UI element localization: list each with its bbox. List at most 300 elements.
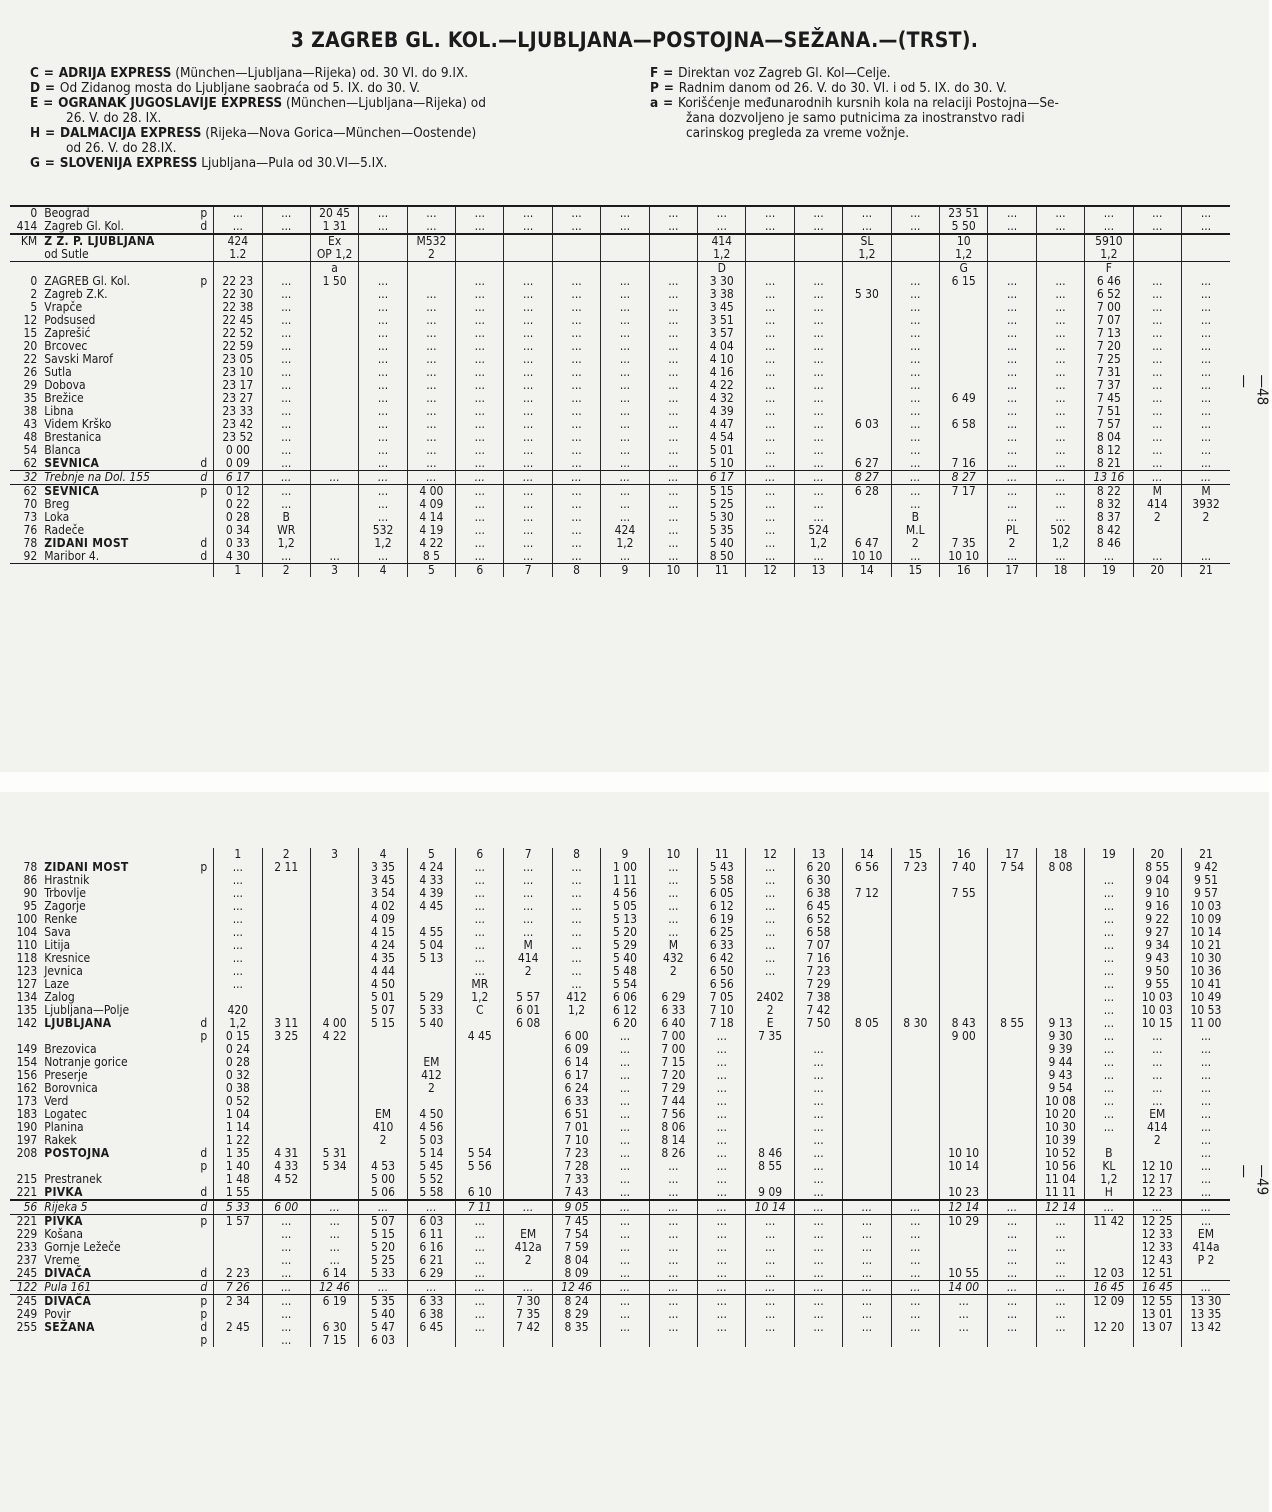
time-cell: ...	[988, 431, 1036, 444]
top-timetable	[10, 205, 1230, 577]
time-cell: ...	[504, 418, 552, 431]
time-cell: ...	[649, 913, 697, 926]
time-cell: 432	[649, 952, 697, 965]
time-cell	[940, 353, 988, 366]
time-cell: 0 24	[214, 1043, 262, 1056]
arrival-departure-mark	[191, 248, 213, 262]
time-cell: 6 33	[698, 939, 746, 952]
arrival-departure-mark: p	[200, 860, 208, 874]
time-cell: 6 46	[1085, 275, 1133, 288]
arrival-departure-mark	[191, 314, 213, 327]
time-cell	[601, 262, 649, 276]
time-cell: 6 12	[601, 1004, 649, 1017]
column-number: 4	[359, 848, 407, 861]
time-cell	[601, 234, 649, 248]
blank-cell	[191, 564, 213, 578]
time-cell: 10 08	[1036, 1095, 1084, 1108]
time-cell: 7 54	[552, 1228, 600, 1241]
time-cell: 4 24	[407, 861, 455, 874]
arrival-departure-mark: d	[191, 457, 213, 471]
arrival-departure-mark: d	[191, 550, 213, 564]
time-cell: ...	[407, 405, 455, 418]
arrival-departure-mark: d	[200, 1146, 208, 1160]
time-cell: ...	[504, 444, 552, 457]
km-cell: 32	[10, 471, 40, 485]
time-cell: ...	[456, 900, 504, 913]
timetable-row	[10, 471, 1230, 485]
time-cell: 9 54	[1036, 1082, 1084, 1095]
time-cell: ...	[1085, 1043, 1133, 1056]
column-number: 12	[746, 848, 794, 861]
time-cell	[843, 1108, 891, 1121]
station-name: LJUBLJANA	[44, 1016, 112, 1030]
time-cell	[262, 248, 310, 262]
time-cell: ...	[649, 887, 697, 900]
time-cell	[891, 1186, 939, 1200]
time-cell: 7 42	[794, 1004, 842, 1017]
time-cell: ...	[552, 405, 600, 418]
note-text: (München—Ljubljana—Rijeka) od	[282, 95, 486, 111]
arrival-departure-mark	[191, 913, 213, 926]
time-cell: ...	[843, 1321, 891, 1334]
time-cell	[552, 262, 600, 276]
time-cell: ...	[891, 471, 939, 485]
time-cell: ...	[891, 550, 939, 564]
time-cell: ...	[1036, 1281, 1084, 1295]
station-name: Kresnice	[44, 951, 91, 965]
arrival-departure-mark: d	[191, 1186, 213, 1200]
time-cell: ...	[1181, 1108, 1230, 1121]
time-cell: ...	[456, 353, 504, 366]
station-name: Dobova	[44, 378, 86, 392]
time-cell	[794, 1334, 842, 1347]
time-cell: ...	[794, 457, 842, 471]
km-cell: 78	[23, 860, 38, 874]
time-cell: ...	[1036, 485, 1084, 499]
time-cell: D	[698, 262, 746, 276]
time-cell: 11 04	[1036, 1173, 1084, 1186]
time-cell: 6 50	[698, 965, 746, 978]
time-cell	[214, 1241, 262, 1254]
time-cell: ...	[1036, 405, 1084, 418]
column-number: 21	[1181, 564, 1230, 578]
time-cell: ...	[262, 366, 310, 379]
time-cell	[310, 913, 358, 926]
time-cell	[891, 978, 939, 991]
time-cell: ...	[1133, 392, 1181, 405]
note-key: H =	[30, 125, 60, 141]
time-cell: 8 46	[1085, 537, 1133, 550]
time-cell: 1 48	[214, 1173, 262, 1186]
time-cell: ...	[504, 288, 552, 301]
time-cell: 4 32	[698, 392, 746, 405]
column-number: 19	[1085, 564, 1133, 578]
blank-cell	[40, 564, 191, 578]
time-cell: 420	[214, 1004, 262, 1017]
time-cell	[601, 248, 649, 262]
time-cell: 9 44	[1036, 1056, 1084, 1069]
time-cell: ...	[649, 314, 697, 327]
time-cell	[988, 926, 1036, 939]
time-cell: ...	[601, 1254, 649, 1267]
time-cell: B	[1085, 1147, 1133, 1160]
time-cell	[407, 1030, 455, 1043]
time-cell: 8 09	[552, 1267, 600, 1281]
time-cell: ...	[988, 550, 1036, 564]
time-cell	[310, 1082, 358, 1095]
time-cell: 9 09	[746, 1186, 794, 1200]
time-cell: 12 14	[1036, 1200, 1084, 1215]
time-cell: 4 33	[407, 874, 455, 887]
time-cell: 2402	[746, 991, 794, 1004]
time-cell: 11 00	[1181, 1017, 1230, 1030]
time-cell: ...	[456, 327, 504, 340]
column-number: 10	[649, 848, 697, 861]
time-cell: ...	[746, 301, 794, 314]
time-cell: 7 07	[794, 939, 842, 952]
note-line	[30, 126, 486, 141]
column-number: 8	[552, 848, 600, 861]
time-cell: ...	[1181, 366, 1230, 379]
time-cell: 8 24	[552, 1295, 600, 1309]
time-cell: ...	[1181, 457, 1230, 471]
time-cell: ...	[407, 288, 455, 301]
station-name: Renke	[44, 912, 78, 926]
time-cell: ...	[504, 1281, 552, 1295]
time-cell: 7 35	[940, 537, 988, 550]
time-cell: ...	[504, 874, 552, 887]
km-cell: 149	[16, 1042, 38, 1056]
time-cell: 12 10	[1133, 1160, 1181, 1173]
time-cell: 23 52	[214, 431, 262, 444]
time-cell	[262, 939, 310, 952]
column-number: 17	[988, 848, 1036, 861]
time-cell: ...	[1133, 379, 1181, 392]
time-cell: 6 49	[940, 392, 988, 405]
time-cell: ...	[1036, 275, 1084, 288]
time-cell: ...	[407, 457, 455, 471]
time-cell: ...	[504, 537, 552, 550]
time-cell: ...	[649, 206, 697, 220]
time-cell	[843, 262, 891, 276]
arrival-departure-mark	[191, 978, 213, 991]
time-cell: 12 03	[1085, 1267, 1133, 1281]
time-cell: 9 27	[1133, 926, 1181, 939]
time-cell: 7 23	[891, 861, 939, 874]
km-cell: 0	[10, 206, 40, 220]
time-cell: 8 46	[746, 1147, 794, 1160]
km-cell: 245	[16, 1294, 38, 1308]
time-cell	[940, 1334, 988, 1347]
time-cell: 0 00	[214, 444, 262, 457]
time-cell: 13 42	[1181, 1321, 1230, 1334]
time-cell: ...	[794, 1200, 842, 1215]
time-cell: ...	[698, 1069, 746, 1082]
time-cell	[746, 1082, 794, 1095]
station-name: Verd	[44, 1094, 69, 1108]
time-cell: 502	[1036, 524, 1084, 537]
time-cell: KL	[1085, 1160, 1133, 1173]
time-cell: ...	[794, 1069, 842, 1082]
time-cell: 5 07	[359, 1004, 407, 1017]
time-cell: 5 33	[359, 1267, 407, 1281]
time-cell: ...	[988, 471, 1036, 485]
timetable-row	[10, 206, 1230, 220]
time-cell: 23 05	[214, 353, 262, 366]
time-cell: ...	[891, 485, 939, 499]
time-cell	[940, 498, 988, 511]
time-cell: ...	[262, 444, 310, 457]
column-number: 1	[214, 848, 262, 861]
time-cell: 10 10	[940, 1147, 988, 1160]
time-cell: ...	[601, 1281, 649, 1295]
note-text: Direktan voz Zagreb Gl. Kol—Celje.	[678, 65, 891, 81]
time-cell	[310, 314, 358, 327]
time-cell: ...	[1181, 431, 1230, 444]
time-cell: ...	[504, 353, 552, 366]
note-key: F =	[650, 65, 679, 81]
time-cell: ...	[359, 444, 407, 457]
arrival-departure-mark	[191, 234, 213, 248]
time-cell	[359, 1056, 407, 1069]
time-cell: 1,2	[601, 537, 649, 550]
time-cell: ...	[746, 405, 794, 418]
time-cell: 1 40	[214, 1160, 262, 1173]
time-cell: 9 39	[1036, 1043, 1084, 1056]
time-cell: ...	[456, 1308, 504, 1321]
time-cell: ...	[552, 379, 600, 392]
time-cell	[1085, 1228, 1133, 1241]
time-cell	[1181, 1267, 1230, 1281]
time-cell: ...	[988, 485, 1036, 499]
time-cell: ...	[1133, 1030, 1181, 1043]
time-cell	[601, 1334, 649, 1347]
time-cell: ...	[1181, 1215, 1230, 1229]
time-cell	[891, 1056, 939, 1069]
time-cell: ...	[504, 550, 552, 564]
time-cell	[988, 1108, 1036, 1121]
time-cell: 8 32	[1085, 498, 1133, 511]
time-cell: ...	[1085, 1004, 1133, 1017]
time-cell: ...	[891, 1254, 939, 1267]
time-cell: ...	[891, 340, 939, 353]
time-cell	[843, 991, 891, 1004]
time-cell: ...	[746, 524, 794, 537]
note-line	[30, 141, 486, 156]
time-cell	[988, 900, 1036, 913]
time-cell: ...	[988, 220, 1036, 234]
time-cell: ...	[794, 550, 842, 564]
km-cell: 86	[23, 873, 38, 887]
time-cell: 6 08	[504, 1017, 552, 1030]
time-cell: ...	[601, 220, 649, 234]
time-cell: ...	[698, 220, 746, 234]
time-cell: 6 42	[698, 952, 746, 965]
time-cell: ...	[262, 1281, 310, 1295]
time-cell: ...	[310, 1254, 358, 1267]
time-cell: 5 34	[310, 1160, 358, 1173]
time-cell: ...	[262, 220, 310, 234]
time-cell: ...	[649, 926, 697, 939]
station-name: DIVAČA	[44, 1294, 92, 1308]
time-cell: ...	[552, 288, 600, 301]
time-cell: 1 31	[310, 220, 358, 234]
time-cell: ...	[601, 1308, 649, 1321]
time-cell: 5 10	[698, 457, 746, 471]
time-cell: M	[504, 939, 552, 952]
time-cell: ...	[746, 1254, 794, 1267]
arrival-departure-mark	[191, 353, 213, 366]
time-cell	[310, 431, 358, 444]
time-cell	[794, 248, 842, 262]
time-cell: ...	[891, 392, 939, 405]
time-cell	[1036, 978, 1084, 991]
time-cell: 7 42	[504, 1321, 552, 1334]
station-name: od Sutle	[40, 248, 191, 262]
time-cell: ...	[601, 444, 649, 457]
station-name: Maribor 4.	[40, 550, 191, 564]
time-cell: ...	[359, 366, 407, 379]
station-name: Jevnica	[44, 964, 83, 978]
time-cell	[262, 926, 310, 939]
time-cell: M532	[407, 234, 455, 248]
time-cell: 10 52	[1036, 1147, 1084, 1160]
time-cell	[456, 1108, 504, 1121]
time-cell: ...	[601, 1056, 649, 1069]
time-cell: ...	[891, 379, 939, 392]
time-cell: ...	[794, 1267, 842, 1281]
time-cell: ...	[794, 405, 842, 418]
time-cell: ...	[552, 340, 600, 353]
time-cell	[794, 262, 842, 276]
time-cell	[1133, 524, 1181, 537]
time-cell: ...	[407, 1281, 455, 1295]
page-gutter	[0, 772, 1269, 792]
time-cell: 6 01	[504, 1004, 552, 1017]
time-cell: ...	[794, 206, 842, 220]
time-cell: 22 30	[214, 288, 262, 301]
time-cell: 5910	[1085, 234, 1133, 248]
station-name: Borovnica	[44, 1081, 98, 1095]
time-cell: 1.2	[214, 248, 262, 262]
time-cell: ...	[988, 1267, 1036, 1281]
station-name: Blanca	[44, 443, 81, 457]
time-cell: 6 33	[649, 1004, 697, 1017]
time-cell: 4 22	[310, 1030, 358, 1043]
time-cell: 10 03	[1133, 991, 1181, 1004]
time-cell: 414	[504, 952, 552, 965]
time-cell: ...	[504, 340, 552, 353]
time-cell	[988, 1334, 1036, 1347]
time-cell: 424	[214, 234, 262, 248]
time-cell: 8 04	[552, 1254, 600, 1267]
time-cell: 8 04	[1085, 431, 1133, 444]
time-cell: ...	[552, 874, 600, 887]
time-cell	[940, 1108, 988, 1121]
time-cell: ...	[359, 353, 407, 366]
time-cell: 12 09	[1085, 1295, 1133, 1309]
time-cell: 7 05	[698, 991, 746, 1004]
time-cell	[504, 248, 552, 262]
time-cell	[456, 262, 504, 276]
time-cell: ...	[504, 392, 552, 405]
time-cell: ...	[214, 220, 262, 234]
time-cell: ...	[1133, 340, 1181, 353]
time-cell	[843, 965, 891, 978]
station-name: Loka	[44, 510, 70, 524]
time-cell: ...	[1181, 301, 1230, 314]
km-cell: 56	[10, 1200, 40, 1215]
time-cell: ...	[1133, 1095, 1181, 1108]
time-cell: 5 29	[407, 991, 455, 1004]
time-cell: ...	[456, 1321, 504, 1334]
station-name	[40, 1334, 191, 1347]
time-cell	[456, 1043, 504, 1056]
station-name: Zalog	[44, 990, 75, 1004]
time-cell: B	[891, 511, 939, 524]
time-cell: ...	[794, 418, 842, 431]
time-cell: ...	[649, 1160, 697, 1173]
time-cell: 8 30	[891, 1017, 939, 1030]
time-cell	[988, 1043, 1036, 1056]
time-cell	[359, 1030, 407, 1043]
station-name: Ljubljana—Polje	[44, 1003, 130, 1017]
time-cell: 8 12	[1085, 444, 1133, 457]
time-cell: 3 35	[359, 861, 407, 874]
km-cell: 73	[23, 510, 38, 524]
time-cell: B	[262, 511, 310, 524]
time-cell: 0 32	[214, 1069, 262, 1082]
time-cell	[891, 262, 939, 276]
time-cell: ...	[359, 1200, 407, 1215]
time-cell	[988, 1082, 1036, 1095]
time-cell: 0 28	[214, 1056, 262, 1069]
time-cell: 1,2	[456, 991, 504, 1004]
station-name: Rijeka 5	[40, 1200, 191, 1215]
time-cell: ...	[552, 418, 600, 431]
km-cell: 78	[23, 536, 38, 550]
time-cell	[843, 366, 891, 379]
time-cell: ...	[698, 1173, 746, 1186]
time-cell: 4 19	[407, 524, 455, 537]
time-cell: ...	[262, 1241, 310, 1254]
time-cell: ...	[746, 550, 794, 564]
time-cell: 414a	[1181, 1241, 1230, 1254]
time-cell: ...	[1085, 220, 1133, 234]
time-cell	[940, 366, 988, 379]
time-cell: ...	[649, 550, 697, 564]
arrival-departure-mark: p	[200, 1294, 208, 1308]
time-cell: ...	[214, 913, 262, 926]
time-cell: ...	[891, 1308, 939, 1321]
time-cell: ...	[794, 1121, 842, 1134]
time-cell: ...	[794, 353, 842, 366]
time-cell: ...	[601, 1160, 649, 1173]
time-cell: 5 25	[359, 1254, 407, 1267]
time-cell	[891, 926, 939, 939]
time-cell: ...	[1133, 301, 1181, 314]
time-cell: ...	[891, 1267, 939, 1281]
time-cell: ...	[1036, 1267, 1084, 1281]
time-cell: M	[1133, 485, 1181, 499]
time-cell: 412a	[504, 1241, 552, 1254]
time-cell: 5 57	[504, 991, 552, 1004]
station-name: Zagreb Z.K.	[44, 287, 108, 301]
time-cell	[456, 1121, 504, 1134]
time-cell	[794, 234, 842, 248]
arrival-departure-mark	[191, 431, 213, 444]
time-cell: 4 14	[407, 511, 455, 524]
